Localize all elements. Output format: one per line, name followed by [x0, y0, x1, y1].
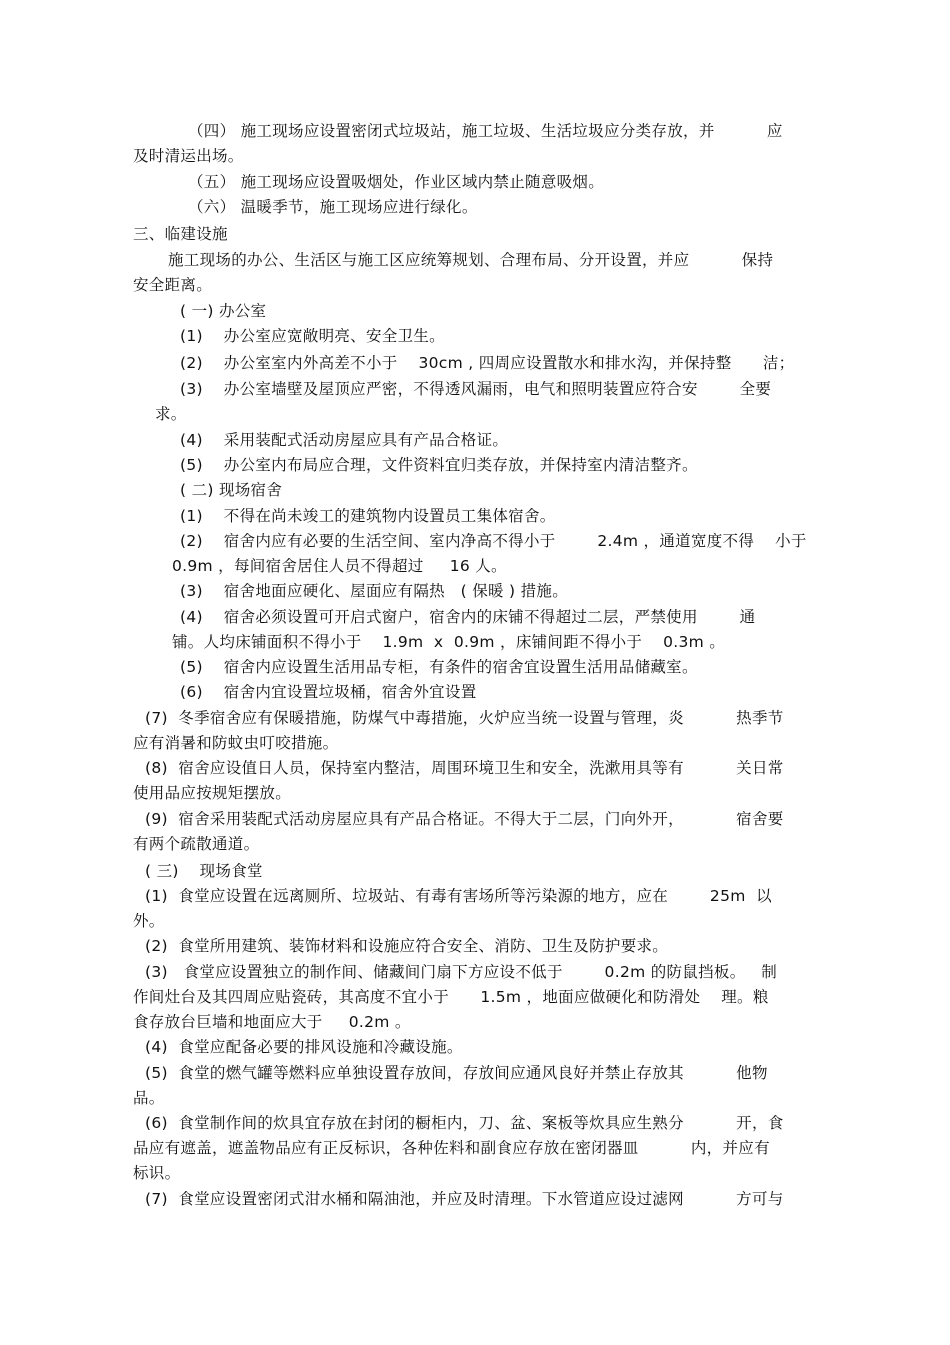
- text-line: (5) 宿舍内应设置生活用品专柜，有条件的宿舍宜设置生活用品储藏室。: [180, 658, 698, 676]
- text-line: 外。: [133, 912, 165, 930]
- subsection-heading: ( 一) 办公室: [180, 302, 267, 320]
- text-line: (5) 食堂的燃气罐等燃料应单独设置存放间，存放间应通风良好并禁止存放其 他物: [145, 1064, 768, 1082]
- text-line: (7) 食堂应设置密闭式泔水桶和隔油池，并应及时清理。下水管道应设过滤网 方可与: [145, 1190, 784, 1208]
- text-line: 品应有遮盖，遮盖物品应有正反标识，各种佐料和副食应存放在密闭器皿 内，并应有: [133, 1139, 770, 1157]
- text-line: 食存放台巨墙和地面应大于 0.2m 。: [133, 1013, 411, 1031]
- text-line: (1) 不得在尚未竣工的建筑物内设置员工集体宿舍。: [180, 507, 556, 525]
- text-line: (2) 办公室室内外高差不小于 30cm , 四周应设置散水和排水沟，并保持整 洁；: [180, 354, 795, 372]
- text-line: 标识。: [133, 1164, 181, 1182]
- text-line: (2) 宿舍内应有必要的生活空间、室内净高不得小于 2.4m ，通道宽度不得 小于: [180, 532, 807, 550]
- text-line: 有两个疏散通道。: [133, 835, 260, 853]
- section-heading: 三、临建设施: [133, 225, 228, 243]
- text-line: 及时清运出场。: [133, 147, 244, 165]
- text-line: 品。: [133, 1089, 165, 1107]
- text-line: (7) 冬季宿舍应有保暖措施，防煤气中毒措施，火炉应当统一设置与管理，炎 热季节: [145, 709, 784, 727]
- text-line: (4) 宿舍必须设置可开启式窗户，宿舍内的床铺不得超过二层，严禁使用 通: [180, 608, 756, 626]
- text-line: 应有消暑和防蚊虫叮咬措施。: [133, 734, 339, 752]
- text-line: （五） 施工现场应设置吸烟处，作业区域内禁止随意吸烟。: [188, 173, 605, 191]
- text-line: 施工现场的办公、生活区与施工区应统筹规划、合理布局、分开设置，并应 保持: [168, 251, 774, 269]
- text-line: (4) 采用装配式活动房屋应具有产品合格证。: [180, 431, 509, 449]
- text-line: (3) 食堂应设置独立的制作间、储藏间门扇下方应设不低于 0.2m 的防鼠挡板。 制: [145, 963, 778, 981]
- text-line: (1) 办公室应宽敞明亮、安全卫生。: [180, 327, 445, 345]
- text-line: (6) 食堂制作间的炊具宜存放在封闭的橱柜内，刀、盆、案板等炊具应生熟分 开，食: [145, 1114, 784, 1132]
- text-line: (5) 办公室内布局应合理，文件资料宜归类存放，并保持室内清洁整齐。: [180, 456, 698, 474]
- text-line: （四） 施工现场应设置密闭式垃圾站，施工垃圾、生活垃圾应分类存放，并 应: [188, 122, 783, 140]
- subsection-heading: ( 三) 现场食堂: [145, 862, 263, 880]
- text-line: (9) 宿舍采用装配式活动房屋应具有产品合格证。不得大于二层，门向外开， 宿舍要: [145, 810, 784, 828]
- text-line: 0.9m ，每间宿舍居住人员不得超过 16 人。: [172, 557, 507, 575]
- text-line: 铺。人均床铺面积不得小于 1.9m x 0.9m ，床铺间距不得小于 0.3m 。: [172, 633, 726, 651]
- text-line: 使用品应按规矩摆放。: [133, 784, 292, 802]
- text-line: (1) 食堂应设置在远离厕所、垃圾站、有毒有害场所等污染源的地方，应在 25m 以: [145, 887, 772, 905]
- text-line: （六） 温暖季节，施工现场应进行绿化。: [188, 198, 478, 216]
- text-line: 安全距离。: [133, 276, 213, 294]
- text-line: (6) 宿舍内宜设置垃圾桶，宿舍外宜设置: [180, 683, 477, 701]
- subsection-heading: ( 二) 现场宿舍: [180, 481, 283, 499]
- text-line: (3) 宿舍地面应硬化、屋面应有隔热 ( 保暖 ) 措施。: [180, 582, 569, 600]
- text-line: 求。: [155, 405, 187, 423]
- text-line: (2) 食堂所用建筑、装饰材料和设施应符合安全、消防、卫生及防护要求。: [145, 937, 669, 955]
- text-line: 作间灶台及其四周应贴瓷砖，其高度不宜小于 1.5m ，地面应做硬化和防滑处 理。粮: [133, 988, 769, 1006]
- text-line: (4) 食堂应配备必要的排风设施和冷藏设施。: [145, 1038, 463, 1056]
- text-line: (8) 宿舍应设值日人员，保持室内整洁，周围环境卫生和安全，洗漱用具等有 关日常: [145, 759, 784, 777]
- text-line: (3) 办公室墙壁及屋顶应严密，不得透风漏雨，电气和照明装置应符合安 全要: [180, 380, 772, 398]
